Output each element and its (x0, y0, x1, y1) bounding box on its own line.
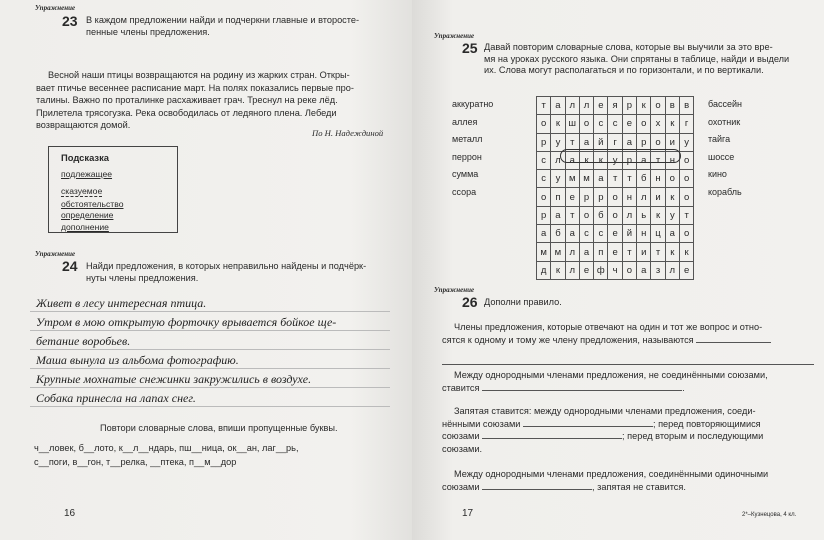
grid-cell[interactable]: б (594, 206, 608, 224)
rule-paragraph-2 (442, 369, 814, 394)
grid-cell[interactable]: л (665, 261, 679, 279)
word-list-left (452, 96, 493, 201)
grid-cell[interactable]: н (651, 170, 665, 188)
grid-cell[interactable]: б (551, 225, 565, 243)
grid-cell[interactable]: н (637, 225, 651, 243)
right-page (412, 0, 824, 540)
grid-row (537, 206, 694, 224)
rule-line: ставится . (442, 382, 685, 393)
exercise-23-text (36, 69, 396, 132)
word-item: бассейн (708, 99, 742, 109)
rule-line (442, 418, 814, 431)
hint-item: определение (61, 210, 114, 221)
grid-cell[interactable]: с (608, 115, 622, 133)
exercise-25-label: Упражнение (434, 32, 475, 40)
grid-cell[interactable]: е (594, 97, 608, 115)
handwritten-line: бетание воробьев. (36, 334, 131, 348)
page-number: 16 (64, 508, 76, 519)
word-item: охотник (708, 116, 741, 127)
grid-cell[interactable]: и (665, 133, 679, 151)
task-line: их. Слова могут располагаться и по горизонтали, и по вертикали. (484, 65, 764, 75)
exercise-23-number: 23 (62, 13, 78, 29)
task-line: Давай повторим словарные слова, которые вы выучили за это вре- (484, 42, 773, 52)
handwritten-line: Маша вынула из альбома фотографию. (36, 353, 239, 367)
grid-cell[interactable]: м (537, 243, 551, 261)
grid-cell[interactable]: п (551, 188, 565, 206)
grid-cell[interactable]: о (637, 115, 651, 133)
rule-line: Между однородными членами предложения, не соединёнными союзами, (454, 370, 768, 380)
hint-title: Подсказка (61, 152, 109, 163)
grid-row (537, 261, 694, 279)
rule-line: Члены предложения, которые отвечают на один и тот же вопрос и отно- (454, 322, 763, 332)
task-line: В каждом предложении найди и подчеркни главные и второсте- (86, 15, 360, 25)
grid-cell[interactable]: к (651, 206, 665, 224)
grid-cell[interactable]: д (537, 261, 551, 279)
grid-cell[interactable]: т (679, 206, 693, 224)
exercise-26-label: Упражнение (434, 286, 475, 294)
rule-text: сятся к одному и тому же члену предложения, называются (442, 334, 694, 345)
grid-cell[interactable]: в (665, 97, 679, 115)
answer-blank[interactable] (696, 342, 771, 343)
grid-cell[interactable]: о (537, 115, 551, 133)
grid-cell[interactable]: к (579, 151, 593, 169)
grid-cell[interactable]: о (651, 97, 665, 115)
grid-cell[interactable]: а (537, 225, 551, 243)
answer-blank[interactable] (482, 438, 622, 439)
grid-cell[interactable]: е (608, 225, 622, 243)
exercise-26-number: 26 (462, 294, 478, 310)
word-list-right (708, 96, 742, 201)
grid-cell[interactable]: т (651, 151, 665, 169)
grid-cell[interactable]: а (551, 206, 565, 224)
grid-cell[interactable]: к (665, 115, 679, 133)
word-item: ссора (452, 186, 477, 197)
highlighted-word-oval (560, 149, 681, 163)
grid-cell[interactable]: а (637, 151, 651, 169)
grid-cell[interactable]: л (579, 97, 593, 115)
hint-item: подлежащее (61, 169, 113, 179)
hint-items (61, 169, 123, 233)
grid-cell[interactable]: т (608, 170, 622, 188)
grid-cell[interactable]: с (537, 170, 551, 188)
word-item: металл (452, 134, 483, 144)
grid-cell[interactable]: б (637, 170, 651, 188)
exercise-24-number: 24 (62, 258, 78, 274)
grid-cell[interactable]: а (579, 133, 593, 151)
grid-cell[interactable]: т (565, 133, 579, 151)
rule-text: ; перед повторяющимися (652, 418, 761, 429)
exercise-24-task (86, 261, 401, 284)
grid-cell[interactable]: й (594, 133, 608, 151)
grid-cell[interactable]: м (565, 170, 579, 188)
grid-cell[interactable]: в (679, 97, 693, 115)
grid-cell[interactable]: с (537, 151, 551, 169)
grid-row (537, 115, 694, 133)
word-grid-table (536, 96, 694, 280)
answer-blank[interactable] (482, 489, 592, 490)
handwritten-line: Крупные мохнатые снежинки закружились в воздухе. (36, 372, 312, 386)
task-line: мя на уроках русского языка. Они спрятаны в таблице, найди и выдели (484, 53, 790, 64)
exercise-23-label: Упражнение (35, 4, 76, 12)
grid-cell[interactable]: и (651, 188, 665, 206)
grid-cell[interactable]: к (551, 261, 565, 279)
grid-cell[interactable]: з (651, 261, 665, 279)
rule-text: нёнными союзами (442, 418, 521, 429)
rule-paragraph-4 (442, 468, 814, 493)
grid-cell[interactable]: у (665, 206, 679, 224)
word-item: сумма (452, 169, 479, 179)
grid-cell[interactable]: к (594, 151, 608, 169)
grid-cell[interactable]: о (579, 115, 593, 133)
text-line: талины. Важно по проталинке расхаживает грач. Треснул на реке лёд. (36, 95, 338, 105)
grid-row (537, 225, 694, 243)
grid-cell[interactable]: с (594, 225, 608, 243)
exercise-25-task (484, 42, 814, 77)
handwritten-line: Собака принесла на лапах снег. (36, 391, 196, 405)
word-item: шоссе (708, 151, 735, 162)
grid-cell[interactable]: е (565, 188, 579, 206)
dictionary-words-line: с__поги, в__гон, т__релка, __птека, п__м__дор (34, 457, 237, 467)
text-line: вает птичье весеннее расписание март. На полях показались первые про- (36, 82, 354, 93)
grid-cell[interactable]: я (608, 97, 622, 115)
grid-cell[interactable]: ь (637, 206, 651, 224)
grid-cell[interactable]: р (637, 133, 651, 151)
grid-cell[interactable]: г (608, 133, 622, 151)
grid-cell[interactable]: т (565, 206, 579, 224)
grid-cell[interactable]: м (551, 243, 565, 261)
grid-cell[interactable]: р (622, 97, 636, 115)
grid-cell[interactable]: т (622, 170, 636, 188)
hint-item: обстоятельство (61, 198, 124, 209)
grid-cell[interactable]: о (608, 188, 622, 206)
handwritten-line: Утром в мою открытую форточку врывается бойкое ще- (36, 315, 337, 329)
grid-cell[interactable]: л (565, 97, 579, 115)
grid-cell[interactable]: р (594, 188, 608, 206)
grid-cell[interactable]: а (665, 225, 679, 243)
grid-cell[interactable]: л (565, 243, 579, 261)
hint-item: дополнение (61, 221, 109, 232)
grid-cell[interactable]: у (679, 133, 693, 151)
hint-item: сказуемое (61, 185, 103, 196)
grid-cell[interactable]: к (551, 115, 565, 133)
grid-row (537, 170, 694, 188)
grid-cell[interactable]: ш (565, 115, 579, 133)
grid-cell[interactable]: с (594, 115, 608, 133)
grid-cell[interactable]: о (622, 261, 636, 279)
rule-text: ; перед вторым и последующими (622, 431, 764, 441)
grid-cell[interactable]: о (679, 225, 693, 243)
grid-cell[interactable]: н (622, 188, 636, 206)
rule-text: союзами (442, 481, 480, 492)
repeat-words-task: Повтори словарные слова, впиши пропущенные буквы. (100, 423, 338, 433)
grid-row (537, 188, 694, 206)
grid-cell[interactable]: к (679, 243, 693, 261)
grid-row (537, 243, 694, 261)
grid-cell[interactable]: т (622, 243, 636, 261)
exercise-23-task (86, 15, 401, 38)
grid-cell[interactable]: л (637, 188, 651, 206)
grid-cell[interactable]: о (679, 151, 693, 169)
word-item: корабль (708, 186, 742, 197)
grid-cell[interactable]: о (679, 170, 693, 188)
handwritten-line: Живет в лесу интересная птица. (36, 296, 207, 310)
grid-cell[interactable]: л (551, 151, 565, 169)
grid-cell[interactable]: г (679, 115, 693, 133)
grid-cell[interactable]: и (637, 243, 651, 261)
grid-cell[interactable]: е (608, 243, 622, 261)
grid-cell[interactable]: о (679, 188, 693, 206)
text-line: Прилетела трясогузка. Река освободилась от ледяного плена. Лебеди (36, 107, 337, 118)
grid-cell[interactable]: р (622, 151, 636, 169)
rule-line: Запятая ставится: между однородными членами предложения, соеди- (454, 406, 756, 416)
grid-cell[interactable]: е (622, 115, 636, 133)
dictionary-words-line: ч__ловек, б__лото, к__л__ндарь, пш__ница, ок__ан, лаг__рь, (34, 443, 299, 453)
grid-cell[interactable]: р (537, 133, 551, 151)
rule-line (442, 430, 814, 443)
rule-line (442, 481, 814, 494)
word-item: кино (708, 169, 727, 179)
grid-cell[interactable]: е (579, 261, 593, 279)
hint-box (48, 146, 178, 233)
rule-text: ставится (442, 382, 480, 393)
word-item: аккуратно (452, 99, 494, 109)
page-number: 17 (462, 508, 474, 519)
rule-line (442, 334, 814, 347)
grid-cell[interactable]: ц (651, 225, 665, 243)
grid-cell[interactable]: а (579, 243, 593, 261)
grid-cell[interactable]: е (679, 261, 693, 279)
grid-cell[interactable]: п (594, 243, 608, 261)
answer-blank[interactable] (482, 390, 682, 391)
grid-cell[interactable]: с (579, 225, 593, 243)
answer-blank[interactable] (442, 364, 814, 365)
text-line: Весной наши птицы возвращаются на родину из жарких стран. Откры- (48, 70, 350, 80)
word-item: аллея (452, 116, 478, 127)
grid-cell[interactable]: х (651, 115, 665, 133)
grid-cell[interactable]: к (665, 243, 679, 261)
grid-cell[interactable]: о (651, 133, 665, 151)
grid-cell[interactable]: л (622, 206, 636, 224)
grid-cell[interactable]: ч (608, 261, 622, 279)
grid-cell[interactable]: л (565, 261, 579, 279)
task-line: нуты члены предложения. (86, 272, 199, 283)
word-search-grid (536, 96, 694, 280)
grid-cell[interactable]: а (637, 261, 651, 279)
exercise-25-number: 25 (462, 40, 478, 56)
task-line: Найди предложения, в которых неправильно найдены и подчёрк- (86, 261, 367, 271)
grid-cell[interactable]: о (608, 206, 622, 224)
grid-cell[interactable]: т (651, 243, 665, 261)
grid-cell[interactable]: й (622, 225, 636, 243)
grid-cell[interactable]: а (565, 225, 579, 243)
rule-text: , запятая не ставится. (592, 481, 686, 492)
rule-line: Между однородными членами предложения, соединёнными одиночными (454, 469, 769, 479)
grid-cell[interactable]: а (565, 151, 579, 169)
grid-cell[interactable]: р (579, 188, 593, 206)
grid-cell[interactable]: т (537, 97, 551, 115)
footer-note: 2*–Кузнецова, 4 кл. (742, 512, 797, 518)
text-line: возвращаются домой. (36, 120, 131, 130)
task-line: пенные члены предложения. (86, 26, 210, 37)
grid-cell[interactable]: м (579, 170, 593, 188)
rule-line: союзами. (442, 443, 483, 454)
exercise-23-author: По Н. Надеждиной (312, 128, 384, 138)
word-item: перрон (452, 151, 482, 162)
grid-cell[interactable]: р (537, 206, 551, 224)
grid-cell[interactable]: у (608, 151, 622, 169)
grid-cell[interactable]: н (665, 151, 679, 169)
grid-cell[interactable]: а (594, 170, 608, 188)
answer-blank[interactable] (523, 426, 653, 427)
grid-cell[interactable]: к (665, 188, 679, 206)
grid-cell[interactable]: у (551, 170, 565, 188)
word-item: тайга (708, 134, 731, 144)
exercise-24-label: Упражнение (35, 250, 76, 258)
grid-cell[interactable]: у (551, 133, 565, 151)
grid-cell[interactable]: а (551, 97, 565, 115)
rule-paragraph-3 (442, 405, 814, 455)
rule-text: союзами (442, 431, 480, 441)
grid-cell[interactable]: о (579, 206, 593, 224)
grid-cell[interactable]: а (622, 133, 636, 151)
grid-cell[interactable]: о (537, 188, 551, 206)
exercise-26-task: Дополни правило. (484, 297, 562, 307)
rule-paragraph-1 (442, 321, 814, 369)
grid-cell[interactable]: к (637, 97, 651, 115)
grid-cell[interactable]: о (665, 170, 679, 188)
grid-row (537, 97, 694, 115)
grid-cell[interactable]: ф (594, 261, 608, 279)
